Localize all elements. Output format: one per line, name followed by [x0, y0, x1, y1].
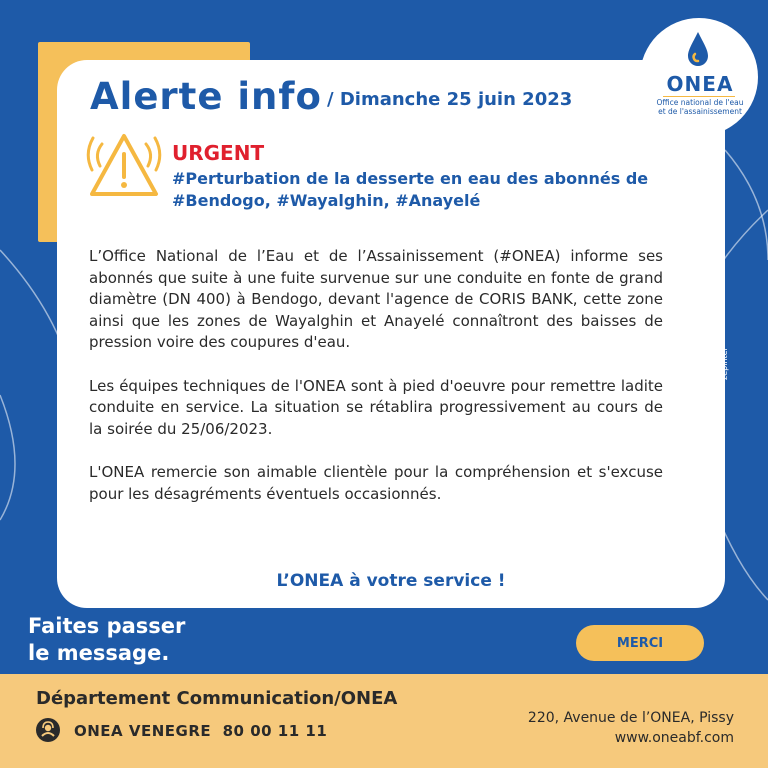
body-paragraph: L’Office National de l’Eau et de l’Assainissement (#ONEA) informe ses abonnés que suite à une fuite survenue sur une conduite en fonte de grand diamètre (DN 400) à Bendogo, devant l'agence de CORIS BANK, cette zone ainsi que les zones de Wayalghin et Anayelé connaîtront des baisses de pression voire des coupures d'eau. [89, 247, 663, 351]
contact-address [460, 708, 734, 748]
logo-wordmark: ONEA [666, 72, 734, 96]
logo-subtitle [650, 98, 750, 116]
warning-icon [86, 130, 162, 204]
body-paragraph: L'ONEA remercie son aimable clientèle pour la compréhension et s'excuse pour les désagréments éventuels occasionnés. [89, 463, 663, 503]
website-link[interactable]: www.oneabf.com [614, 730, 734, 746]
signoff-text: L’ONEA à votre service ! [276, 571, 506, 591]
street-address: 220, Avenue de l’ONEA, Pissy [527, 710, 734, 726]
logo-divider [663, 96, 735, 97]
merci-button[interactable]: MERCI [576, 625, 704, 661]
alert-date: / Dimanche 25 juin 2023 [327, 89, 573, 110]
share-line: Faites passer [28, 614, 186, 638]
logo-subtitle-line: Office national de l'eau [656, 98, 744, 107]
side-credit: zepintel [720, 348, 729, 380]
urgent-label: URGENT [172, 141, 265, 165]
body-paragraph: Les équipes techniques de l'ONEA sont à pied d'oeuvre pour remettre ladite conduite en service. La situation se rétablira progressivement au cours de la soirée du 25/06/2023. [89, 376, 663, 438]
hotline-number: ONEA VENEGRE 80 00 11 11 [74, 722, 328, 740]
page-title: Alerte info [90, 75, 322, 118]
water-drop-icon [686, 30, 710, 68]
alert-body [89, 246, 663, 527]
phone-icon [35, 717, 61, 743]
share-message [28, 613, 248, 667]
alert-headline: #Perturbation de la desserte en eau des abonnés de #Bendogo, #Wayalghin, #Anayelé [172, 169, 649, 210]
department-name: Département Communication/ONEA [36, 688, 398, 709]
logo-subtitle-line: et de l'assainissement [658, 107, 742, 116]
share-line: le message. [28, 641, 170, 665]
